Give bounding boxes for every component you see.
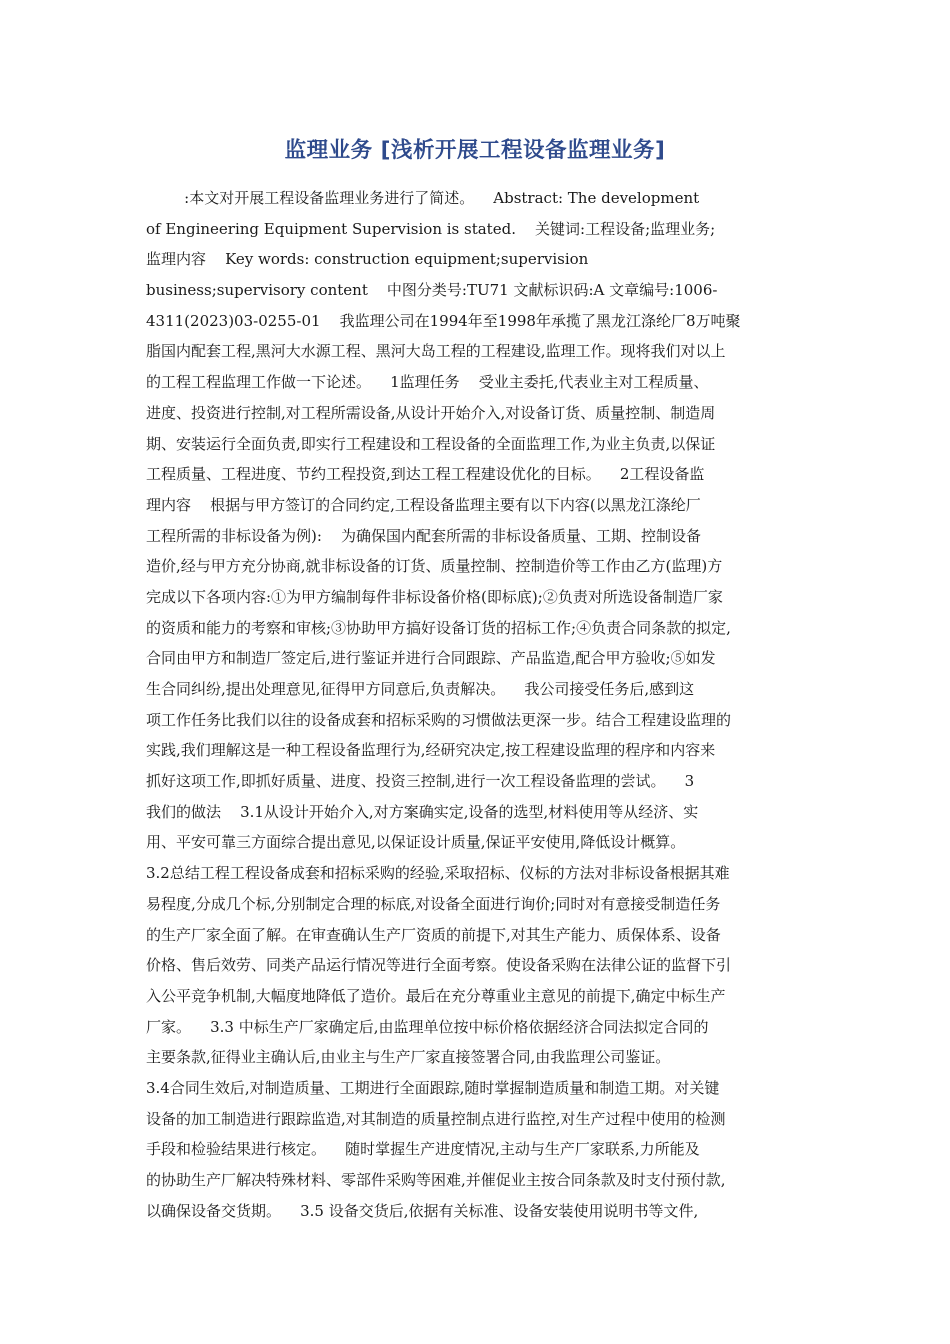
text-line: 抓好这项工作,即抓好质量、进度、投资三控制,进行一次工程设备监理的尝试。 3 <box>146 772 695 791</box>
text-line: 易程度,分成几个标,分别制定合理的标底,对设备全面进行询价;同时对有意接受制造任务 <box>146 894 721 913</box>
text-line: 工程所需的非标设备为例): 为确保国内配套所需的非标设备质量、工期、控制设备 <box>146 526 701 545</box>
text-line: 主要条款,征得业主确认后,由业主与生产厂家直接签署合同,由我监理公司鉴证。 <box>146 1048 671 1067</box>
text-line: 设备的加工制造进行跟踪监造,对其制造的质量控制点进行监控,对生产过程中使用的检测 <box>146 1109 726 1128</box>
text-line: of Engineering Equipment Supervision is stated. 关键词:工程设备;监理业务; <box>146 219 716 238</box>
text-line: 手段和检验结果进行核定。 随时掌握生产进度情况,主动与生产厂家联系,力所能及 <box>146 1140 700 1159</box>
document-title: 监理业务 [浅析开展工程设备监理业务] <box>284 138 666 163</box>
text-line: 项工作任务比我们以往的设备成套和招标采购的习惯做法更深一步。结合工程建设监理的 <box>146 710 732 729</box>
text-line: 造价,经与甲方充分协商,就非标设备的订货、质量控制、控制造价等工作由乙方(监理)方 <box>146 557 723 576</box>
text-line: 的资质和能力的考察和审核;③协助甲方搞好设备订货的招标工作;④负责合同条款的拟定, <box>146 618 731 637</box>
text-line: 进度、投资进行控制,对工程所需设备,从设计开始介入,对设备订货、质量控制、制造周 <box>146 403 716 422</box>
text-line: 价格、售后效劳、同类产品运行情况等进行全面考察。使设备采购在法律公证的监督下引 <box>146 956 732 975</box>
text-line: 期、安装运行全面负责,即实行工程建设和工程设备的全面监理工作,为业主负责,以保证 <box>146 434 716 453</box>
text-line: 入公平竞争机制,大幅度地降低了造价。最后在充分尊重业主意见的前提下,确定中标生产 <box>146 986 726 1005</box>
text-line: 工程质量、工程进度、节约工程投资,到达工程工程建设优化的目标。 2工程设备监 <box>146 465 705 484</box>
document-body <box>146 183 814 1226</box>
text-line: 我们的做法 3.1从设计开始介入,对方案确实定,设备的选型,材料使用等从经济、实 <box>146 802 699 821</box>
text-line: 实践,我们理解这是一种工程设备监理行为,经研究决定,按工程建设监理的程序和内容来 <box>146 741 716 760</box>
text-line: 监理内容 Key words: construction equipment;supervision <box>146 250 589 269</box>
text-line: 的生产厂家全面了解。在审查确认生产厂资质的前提下,对其生产能力、质保体系、设备 <box>146 925 721 944</box>
text-line: 用、平安可靠三方面综合提出意见,以保证设计质量,保证平安使用,降低设计概算。 <box>146 833 686 852</box>
text-line: business;supervisory content 中图分类号:TU71 文献标识码:A 文章编号:1006- <box>146 281 718 300</box>
text-line: 以确保设备交货期。 3.5 设备交货后,依据有关标准、设备安装使用说明书等文件, <box>146 1201 699 1220</box>
text-line: 厂家。 3.3 中标生产厂家确定后,由监理单位按中标价格依据经济合同法拟定合同的 <box>146 1017 709 1036</box>
text-line: 脂国内配套工程,黑河大水源工程、黑河大岛工程的工程建设,监理工作。现将我们对以上 <box>146 342 726 361</box>
text-line: 合同由甲方和制造厂签定后,进行鉴证并进行合同跟踪、产品监造,配合甲方验收;⑤如发 <box>146 649 716 668</box>
text-line: 理内容 根据与甲方签订的合同约定,工程设备监理主要有以下内容(以黑龙江涤纶厂 <box>146 495 701 514</box>
text-line: 的工程工程监理工作做一下论述。 1监理任务 受业主委托,代表业主对工程质量、 <box>146 373 709 392</box>
text-line: 生合同纠纷,提出处理意见,征得甲方同意后,负责解决。 我公司接受任务后,感到这 <box>146 680 695 698</box>
text-line: 完成以下各项内容:①为甲方编制每件非标设备价格(即标底);②负责对所选设备制造厂家 <box>146 587 723 606</box>
text-line: 的协助生产厂解决特殊材料、零部件采购等困难,并催促业主按合同条款及时支付预付款, <box>146 1171 726 1189</box>
text-line: 3.2总结工程工程设备成套和招标采购的经验,采取招标、仪标的方法对非标设备根据其难 <box>146 864 730 883</box>
text-line: :本文对开展工程设备监理业务进行了简述。 Abstract: The development <box>146 189 700 207</box>
text-line: 4311(2023)03-0255-01 我监理公司在1994年至1998年承揽了黑龙江涤纶厂8万吨聚 <box>146 311 741 330</box>
text-line: 3.4合同生效后,对制造质量、工期进行全面跟踪,随时掌握制造质量和制造工期。对关键 <box>146 1078 720 1097</box>
